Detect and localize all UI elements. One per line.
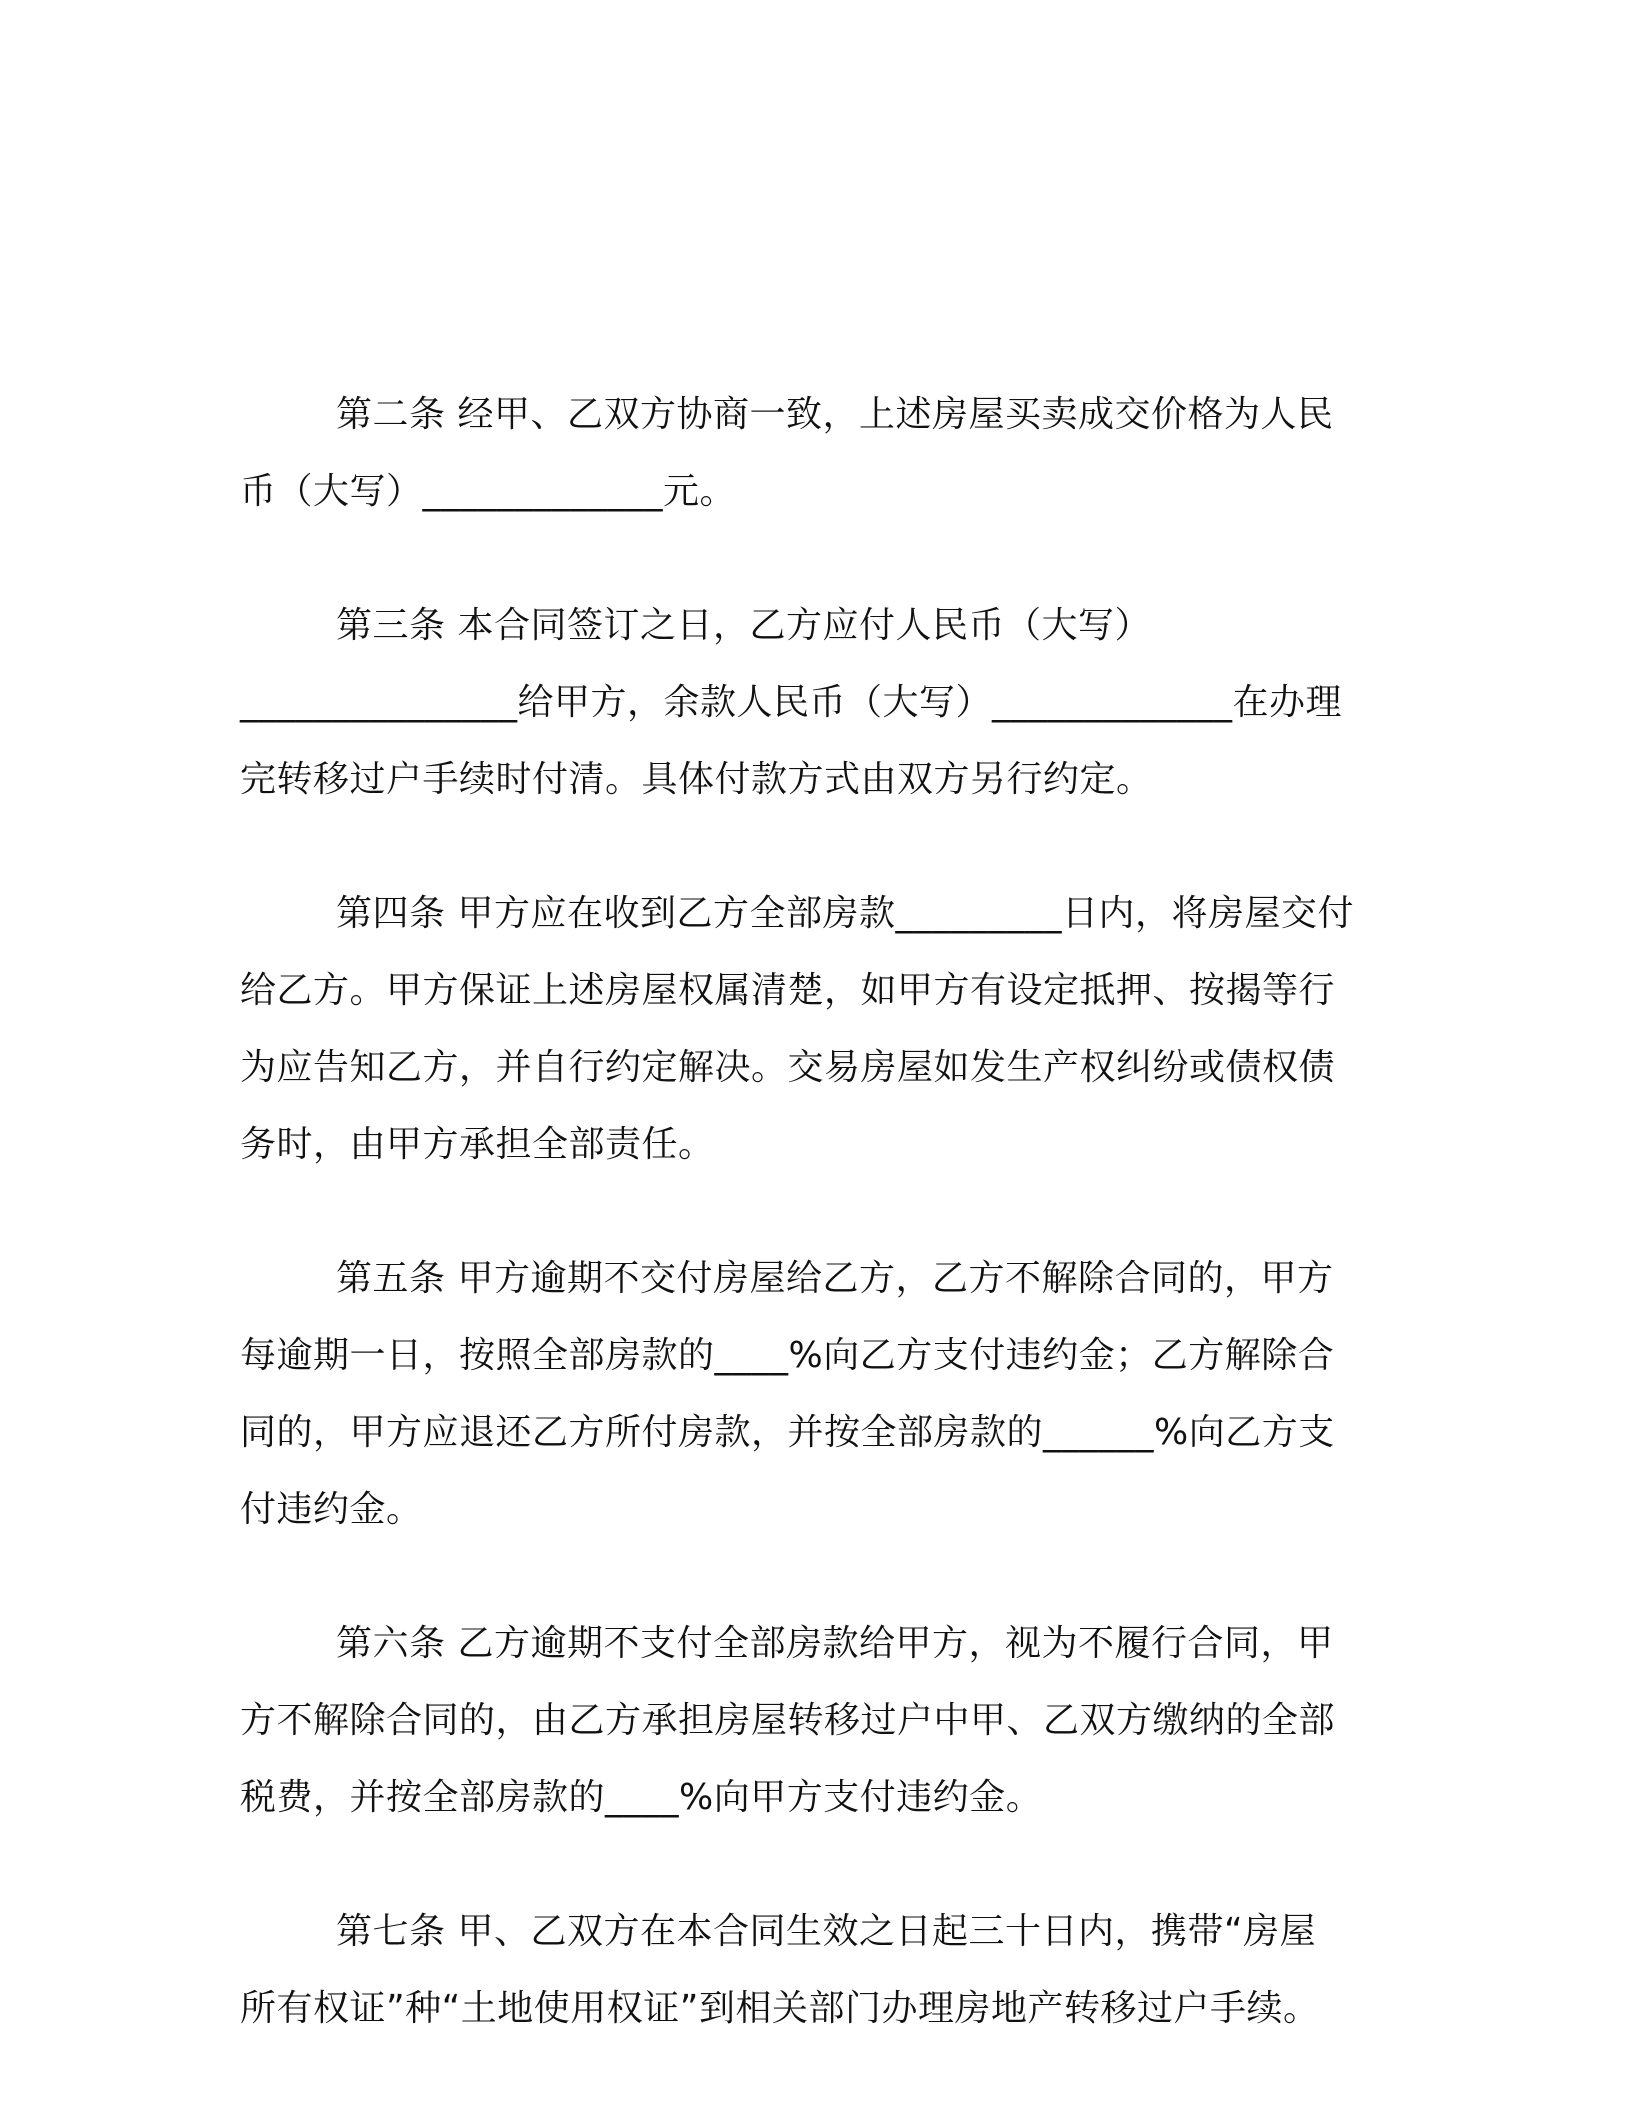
clause-line: _______________给甲方，余款人民币（大写）_____________在办理 <box>240 682 1343 723</box>
clause-line: 为应告知乙方，并自行约定解决。交易房屋如发生产权纠纷或债权债 <box>240 1047 1336 1088</box>
clause-line: 完转移过户手续时付清。具体付款方式由双方另行约定。 <box>240 759 1153 800</box>
contract-body <box>240 376 1390 2104</box>
clause-line: 第四条 甲方应在收到乙方全部房款_________日内，将房屋交付 <box>336 893 1354 934</box>
clause-5 <box>240 1240 1390 1548</box>
clause-2 <box>240 376 1390 530</box>
clause-line: 第二条 经甲、乙双方协商一致，上述房屋买卖成交价格为人民 <box>336 394 1334 435</box>
clause-line: 第五条 甲方逾期不交付房屋给乙方，乙方不解除合同的，甲方 <box>336 1258 1334 1299</box>
clause-line: 给乙方。甲方保证上述房屋权属清楚，如甲方有设定抵押、按揭等行 <box>240 970 1336 1011</box>
clause-3 <box>240 587 1390 818</box>
clause-4 <box>240 875 1390 1183</box>
clause-line: 所有权证”种“土地使用权证”到相关部门办理房地产转移过户手续。 <box>240 1988 1320 2029</box>
clause-line: 第六条 乙方逾期不支付全部房款给甲方，视为不履行合同，甲 <box>336 1623 1334 1664</box>
clause-line: 务时，由甲方承担全部责任。 <box>240 1124 715 1165</box>
clause-7 <box>240 1893 1390 2047</box>
clause-6 <box>240 1605 1390 1836</box>
clause-line: 付违约金。 <box>240 1489 423 1530</box>
clause-line: 税费，并按全部房款的____%向甲方支付违约金。 <box>240 1777 1043 1818</box>
clause-line: 方不解除合同的，由乙方承担房屋转移过户中甲、乙双方缴纳的全部 <box>240 1700 1336 1741</box>
clause-line: 第三条 本合同签订之日，乙方应付人民币（大写） <box>336 605 1151 646</box>
clause-line: 第七条 甲、乙双方在本合同生效之日起三十日内，携带“房屋 <box>336 1911 1317 1952</box>
clause-line: 每逾期一日，按照全部房款的____%向乙方支付违约金；乙方解除合 <box>240 1335 1335 1376</box>
clause-line: 同的，甲方应退还乙方所付房款，并按全部房款的______%向乙方支 <box>240 1412 1335 1453</box>
clause-line: 币（大写）_____________元。 <box>240 471 737 512</box>
